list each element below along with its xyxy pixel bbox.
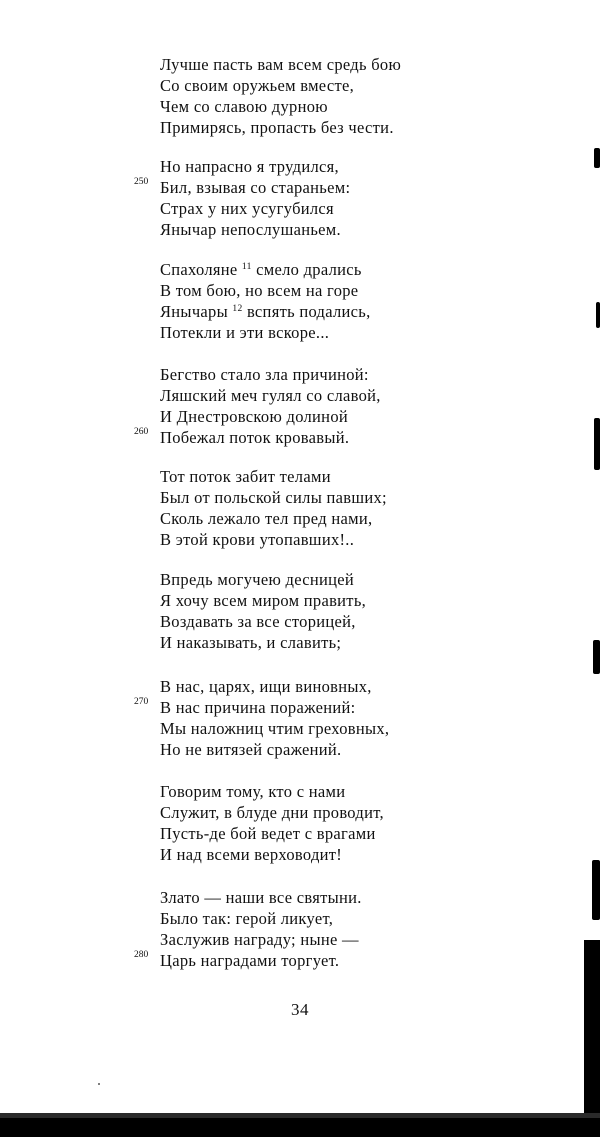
verse-line	[160, 781, 490, 802]
verse-line	[134, 697, 490, 718]
verse-line	[134, 950, 490, 971]
verse-text: И над всеми верховодит!	[160, 845, 343, 864]
verse-text-part: Спахоляне	[160, 260, 242, 279]
line-number: 260	[134, 427, 149, 437]
stanza	[134, 364, 490, 448]
stanza	[160, 569, 490, 653]
line-number: 280	[134, 950, 149, 960]
verse-line	[160, 280, 490, 301]
verse-text: Я хочу всем миром править,	[160, 591, 367, 610]
verse-line	[160, 54, 490, 75]
scan-edge-mark	[593, 640, 600, 674]
verse-line	[160, 117, 490, 138]
verse-text: Ляшский меч гулял со славой,	[160, 386, 381, 405]
verse-text: Янычар непослушаньем.	[160, 220, 341, 239]
verse-text: Лучше пасть вам всем средь бою	[160, 55, 402, 74]
verse-text: Заслужив награду; ныне —	[160, 930, 359, 949]
verse-line	[160, 844, 490, 865]
footnote-marker[interactable]: 12	[232, 304, 243, 314]
verse-text: Говорим тому, кто с нами	[160, 782, 346, 801]
verse-line	[160, 259, 490, 280]
verse-line	[160, 487, 490, 508]
verse-line	[160, 322, 490, 343]
line-number: 270	[134, 697, 149, 707]
verse-text: Злато — наши все святыни.	[160, 888, 362, 907]
verse-text: Бегство стало зла причиной:	[160, 365, 369, 384]
stanza	[160, 466, 490, 550]
verse-text-part: вспять подались,	[242, 302, 371, 321]
verse-text: Воздавать за все сторицей,	[160, 612, 356, 631]
verse-text: Со своим оружьем вместе,	[160, 76, 355, 95]
verse-text: Мы наложниц чтим греховных,	[160, 719, 390, 738]
verse-line	[160, 219, 490, 240]
scan-edge-mark	[596, 302, 600, 328]
verse-text-part: Янычары	[160, 302, 233, 321]
verse-line	[134, 177, 490, 198]
verse-line	[160, 802, 490, 823]
scan-edge-mark	[594, 418, 600, 470]
stanza	[134, 887, 490, 971]
verse-text: Царь наградами торгует.	[160, 951, 340, 970]
verse-line	[134, 427, 490, 448]
stanza	[160, 54, 490, 138]
verse-line	[160, 156, 490, 177]
verse-line	[160, 385, 490, 406]
verse-line	[160, 569, 490, 590]
verse-text: В этой крови утопавших!..	[160, 530, 355, 549]
verse-text: Но не витязей сражений.	[160, 740, 342, 759]
scan-edge-strip	[584, 940, 600, 1118]
verse-line	[160, 929, 490, 950]
verse-text: Сколь лежало тел пред нами,	[160, 509, 373, 528]
verse-line	[160, 718, 490, 739]
verse-line	[160, 739, 490, 760]
footnote-marker[interactable]: 11	[241, 262, 252, 272]
verse-text: Побежал поток кровавый.	[160, 428, 350, 447]
verse-line	[160, 611, 490, 632]
verse-line	[160, 75, 490, 96]
verse-text: Служит, в блуде дни проводит,	[160, 803, 384, 822]
verse-text: Было так: герой ликует,	[160, 909, 334, 928]
verse-line	[160, 198, 490, 219]
verse-text: В нас причина поражений:	[160, 698, 356, 717]
verse-line	[160, 529, 490, 550]
stanza	[160, 781, 490, 865]
scan-bottom-band	[0, 1118, 600, 1137]
verse-text: Впредь могучею десницей	[160, 570, 355, 589]
verse-line	[160, 466, 490, 487]
verse-line	[160, 301, 490, 322]
verse-text: И Днестровскою долиной	[160, 407, 348, 426]
verse-text: Потекли и эти вскоре...	[160, 323, 330, 342]
verse-text: Бил, взывая со стараньем:	[160, 178, 351, 197]
verse-text: Был от польской силы павших;	[160, 488, 387, 507]
verse-text: Но напрасно я трудился,	[160, 157, 339, 176]
verse-text: Страх у них усугубился	[160, 199, 334, 218]
verse-text: Примирясь, пропасть без чести.	[160, 118, 394, 137]
scan-edge-mark	[592, 860, 600, 920]
verse-line	[160, 406, 490, 427]
page-number: 34	[291, 1000, 309, 1019]
verse-text-part: смело дрались	[251, 260, 362, 279]
verse-line	[160, 887, 490, 908]
verse-line	[160, 632, 490, 653]
line-number: 250	[134, 177, 149, 187]
verse-text: Пусть-де бой ведет с врагами	[160, 824, 376, 843]
scan-edge-mark	[594, 148, 600, 168]
stanza	[134, 676, 490, 760]
stanza	[160, 259, 490, 343]
verse-line	[160, 908, 490, 929]
verse-line	[160, 508, 490, 529]
verse-text: Чем со славою дурною	[160, 97, 328, 116]
verse-text: И наказывать, и славить;	[160, 633, 342, 652]
verse-line	[160, 364, 490, 385]
verse-text: В том бою, но всем на горе	[160, 281, 359, 300]
stanza	[134, 156, 490, 240]
verse-line	[160, 96, 490, 117]
scan-speck	[98, 1083, 100, 1085]
verse-line	[160, 590, 490, 611]
verse-line	[160, 823, 490, 844]
verse-line	[160, 676, 490, 697]
verse-text: В нас, царях, ищи виновных,	[160, 677, 372, 696]
verse-text: Тот поток забит телами	[160, 467, 331, 486]
